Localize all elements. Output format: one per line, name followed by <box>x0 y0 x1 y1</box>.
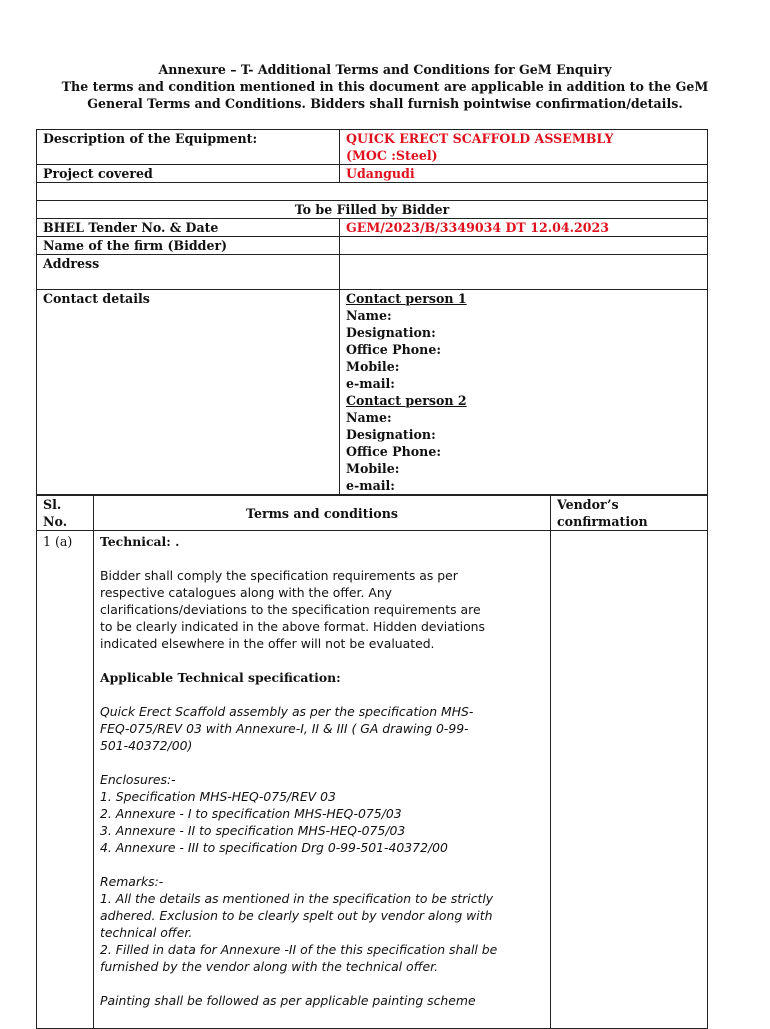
bidder-heading: To be Filled by Bidder <box>37 201 708 219</box>
equipment-name: QUICK ERECT SCAFFOLD ASSEMBLY <box>346 131 614 146</box>
enclosure-1: 1. Specification MHS-HEQ-075/REV 03 <box>100 789 336 804</box>
annexure-title: Annexure – T- Additional Terms and Conditions for GeM Enquiry <box>158 62 612 77</box>
spacer-row <box>37 183 708 201</box>
col-vendor-header-line2: confirmation <box>557 514 648 529</box>
contact2-mobile: Mobile: <box>346 461 400 476</box>
contact-row <box>37 290 708 495</box>
address-label: Address <box>37 255 340 290</box>
address-value[interactable] <box>340 255 708 290</box>
bidder-comply-l5: indicated elsewhere in the offer will not be evaluated. <box>100 636 435 651</box>
technical-title: Technical: . <box>100 534 180 549</box>
terms-table <box>36 495 708 1029</box>
contact1-designation: Designation: <box>346 325 436 340</box>
contact2-office-phone: Office Phone: <box>346 444 442 459</box>
intro-line-1: The terms and condition mentioned in this document are applicable in addition to the GeM <box>61 79 709 94</box>
spacer-cell <box>37 183 708 201</box>
col-vendor-header-line1: Vendor’s <box>557 497 619 512</box>
project-row <box>37 165 708 183</box>
tender-info-table <box>36 129 708 495</box>
terms-header-row <box>37 496 708 531</box>
equipment-row <box>37 130 708 165</box>
painting-line: Painting shall be followed as per applicable painting scheme <box>100 993 476 1008</box>
project-label: Project covered <box>37 165 340 183</box>
bidder-comply-l3: clarifications/deviations to the specification requirements are <box>100 602 481 617</box>
contact-label: Contact details <box>37 290 340 495</box>
remark-2-l2: furnished by the vendor along with the technical offer. <box>100 959 439 974</box>
contact2-designation: Designation: <box>346 427 436 442</box>
col-sl-header: Sl. No. <box>37 496 94 531</box>
spec-line-3: 501-40372/00) <box>100 738 193 753</box>
contact1-name: Name: <box>346 308 392 323</box>
equipment-label: Description of the Equipment: <box>37 130 340 165</box>
firm-label: Name of the firm (Bidder) <box>37 237 340 255</box>
tender-row <box>37 219 708 237</box>
bidder-comply-l4: to be clearly indicated in the above format. Hidden deviations <box>100 619 485 634</box>
contact-value[interactable] <box>340 290 708 495</box>
contact1-title: Contact person 1 <box>346 291 467 306</box>
contact2-title: Contact person 2 <box>346 393 467 408</box>
contact1-mobile: Mobile: <box>346 359 400 374</box>
remarks-title: Remarks:- <box>100 874 164 889</box>
contact1-office-phone: Office Phone: <box>346 342 442 357</box>
remark-1-l1: 1. All the details as mentioned in the specification to be strictly <box>100 891 494 906</box>
contact1-email: e-mail: <box>346 376 395 391</box>
bidder-heading-row <box>37 201 708 219</box>
row-sl: 1 (a) <box>37 531 94 1029</box>
contact2-name: Name: <box>346 410 392 425</box>
bidder-comply-l1: Bidder shall comply the specification requirements as per <box>100 568 458 583</box>
enclosure-3: 3. Annexure - II to specification MHS-HEQ-075/03 <box>100 823 406 838</box>
equipment-value <box>340 130 708 165</box>
enclosure-2: 2. Annexure - I to specification MHS-HEQ-075/03 <box>100 806 402 821</box>
enclosures-title: Enclosures:- <box>100 772 176 787</box>
row-terms <box>94 531 551 1029</box>
col-terms-header: Terms and conditions <box>94 496 551 531</box>
remark-1-l3: technical offer. <box>100 925 193 940</box>
spec-title: Applicable Technical specification: <box>100 670 341 685</box>
equipment-moc: (MOC :Steel) <box>346 148 438 163</box>
firm-row <box>37 237 708 255</box>
tender-label: BHEL Tender No. & Date <box>37 219 340 237</box>
spec-line-1: Quick Erect Scaffold assembly as per the specification MHS- <box>100 704 474 719</box>
terms-row-1a <box>37 531 708 1029</box>
remark-2-l1: 2. Filled in data for Annexure -II of the this specification shall be <box>100 942 498 957</box>
enclosure-4: 4. Annexure - III to specification Drg 0-99-501-40372/00 <box>100 840 448 855</box>
col-vendor-header <box>551 496 708 531</box>
project-value: Udangudi <box>340 165 708 183</box>
remark-1-l2: adhered. Exclusion to be clearly spelt out by vendor along with <box>100 908 493 923</box>
spec-line-2: FEQ-075/REV 03 with Annexure-I, II & III ( GA drawing 0-99- <box>100 721 469 736</box>
contact2-email: e-mail: <box>346 478 395 493</box>
firm-value[interactable] <box>340 237 708 255</box>
bidder-comply-l2: respective catalogues along with the offer. Any <box>100 585 393 600</box>
tender-value: GEM/2023/B/3349034 DT 12.04.2023 <box>340 219 708 237</box>
vendor-confirmation-cell[interactable] <box>551 531 708 1029</box>
intro-line-2: General Terms and Conditions. Bidders shall furnish pointwise confirmation/details. <box>87 96 683 111</box>
address-row <box>37 255 708 290</box>
